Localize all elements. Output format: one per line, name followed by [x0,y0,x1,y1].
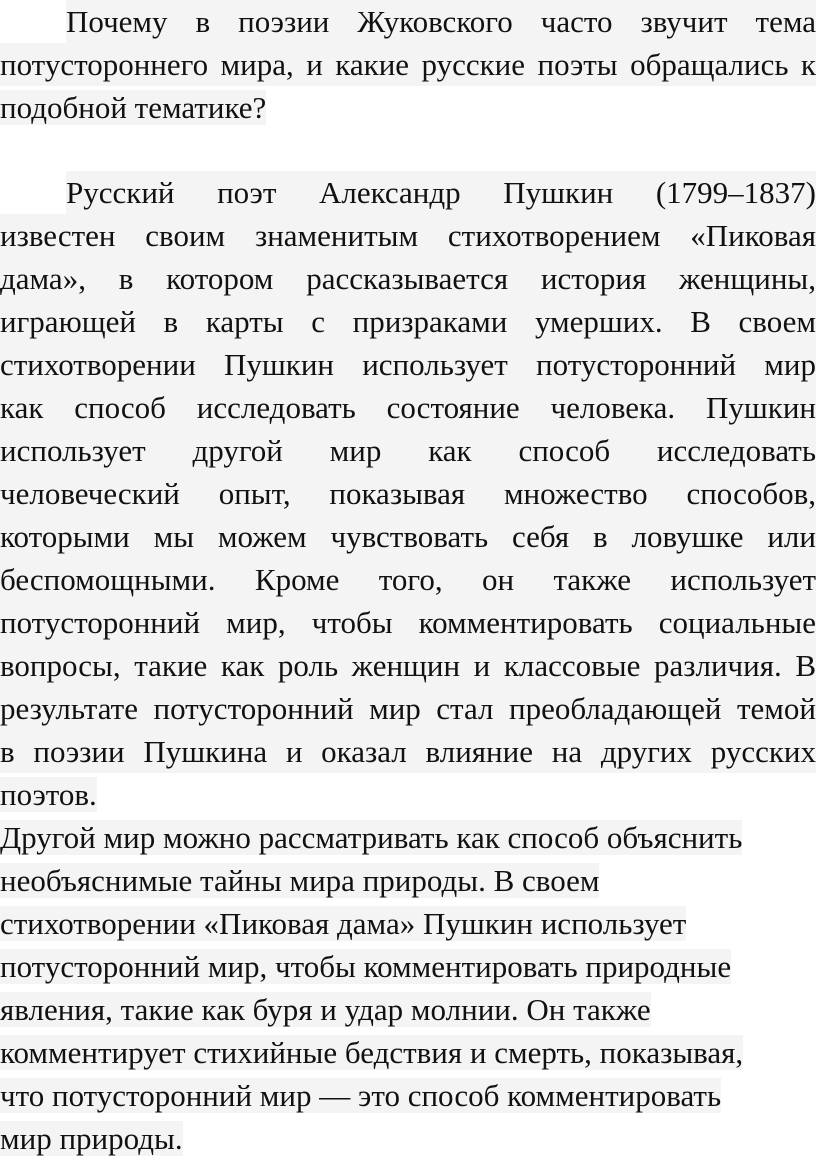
answer-line: в поэзии Пушкина и оказал влияние на других русских [0,730,816,773]
answer-line: комментирует стихийные бедствия и смерть, показывая, [0,1035,744,1070]
question-line: Почему в поэзии Жуковского часто звучит тема [0,0,816,43]
answer-line: потусторонний мир, чтобы комментировать социальные [0,601,816,644]
answer-line: стихотворении «Пиковая дама» Пушкин использует [0,906,687,941]
answer-line: результате потусторонний мир стал преобладающей темой [0,687,816,730]
answer-line: известен своим знаменитым стихотворением «Пиковая [0,214,816,257]
question-line: подобной тематике? [0,90,267,125]
answer-line: явления, такие как буря и удар молнии. Он также [0,992,651,1027]
answer-line: играющей в карты с призраками умерших. В своем [0,300,816,343]
answer-line: необъяснимые тайны мира природы. В своем [0,863,600,898]
answer-line: поэтов. [0,777,97,812]
answer-line: как способ исследовать состояние человека. Пушкин [0,386,816,429]
answer-line: вопросы, такие как роль женщин и классовые различия. В [0,644,816,687]
answer-line: Русский поэт Александр Пушкин (1799–1837) [0,171,816,214]
answer-line: использует другой мир как способ исследовать [0,429,816,472]
answer-line: дама», в котором рассказывается история женщины, [0,257,816,300]
answer-line: которыми мы можем чувствовать себя в ловушке или [0,515,816,558]
question-line: потустороннего мира, и какие русские поэты обращались к [0,43,816,86]
answer-line: потусторонний мир, чтобы комментировать природные [0,949,732,984]
answer-line: беспомощными. Кроме того, он также использует [0,558,816,601]
answer-line: что потусторонний мир — это способ комментировать [0,1078,722,1113]
answer-line: человеческий опыт, показывая множество способов, [0,472,816,515]
answer-line: стихотворении Пушкин использует потусторонний мир [0,343,816,386]
answer-line: мир природы. [0,1121,183,1156]
answer-line: Другой мир можно рассматривать как способ объяснить [0,820,743,855]
